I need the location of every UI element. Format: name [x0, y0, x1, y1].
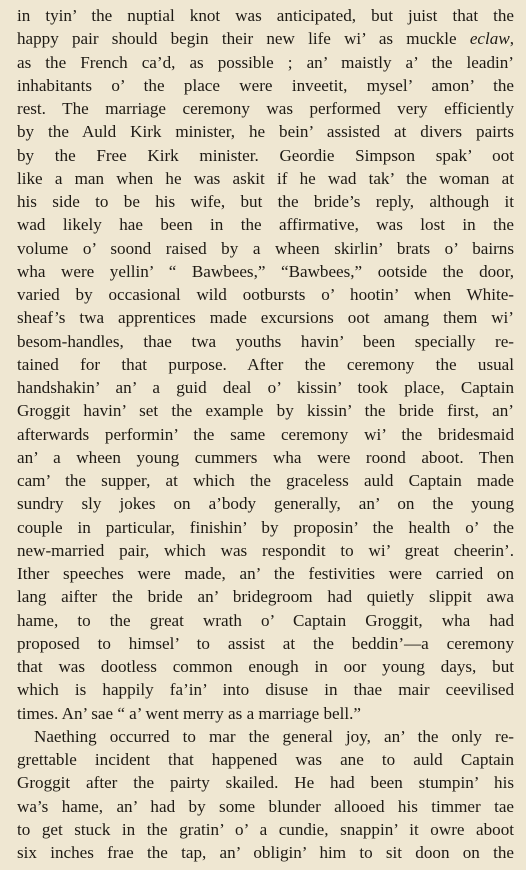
text-line: by the Free Kirk minister. Geordie Simpson spak’ oot: [17, 145, 514, 165]
text-line: cam’ the supper, at which the graceless auld Captain made: [17, 471, 514, 490]
text-line: lang aifter the bride an’ bridegroom had quietly slippit awa: [17, 587, 514, 607]
text-line: an’ a wheen young cummers wha were roond aboot. Then: [17, 447, 514, 467]
text-line: volume o’ soond raised by a wheen skirlin’ brats o’ bairns: [17, 238, 514, 258]
text-line: besom-handles, thae twa youths havin’ been specially re-: [17, 331, 514, 351]
paragraph: [17, 4, 514, 725]
text-line: by the Auld Kirk minister, he bein’ assisted at divers pairts: [17, 122, 514, 142]
text-line: as the French ca’d, as possible ; an’ maistly a’ the leadin’: [17, 52, 514, 72]
text-line: afterwards performin’ the same ceremony wi’ the bridesmaid: [17, 424, 514, 444]
text-line: sheaf’s twa apprentices made excursions oot amang them wi’: [17, 308, 514, 328]
text-line: handshakin’ an’ a guid deal o’ kissin’ took place, Captain: [17, 378, 514, 397]
text-line: that was dootless common enough in oor young days, but: [17, 657, 514, 676]
text-line: hame, to the great wrath o’ Captain Groggit, wha had: [17, 610, 514, 630]
paragraph: [17, 725, 514, 865]
text-line: proposed to himsel’ to assist at the beddin’—a ceremony: [17, 633, 514, 653]
text-line: Groggit havin’ set the example by kissin’ the bride first, an’: [17, 401, 514, 421]
text-line: inhabitants o’ the place were inveetit, mysel’ amon’ the: [17, 75, 514, 95]
text-line: wha were yellin’ “ Bawbees,” “Bawbees,” ootside the door,: [17, 261, 514, 281]
text-line: couple in particular, finishin’ by proposin’ the health o’ the: [17, 517, 514, 537]
body-text: [17, 4, 514, 864]
text-line: times. An’ sae “ a’ went merry as a marriage bell.”: [17, 703, 361, 723]
text-line: Groggit after the pairty skailed. He had been stumpin’ his: [17, 773, 514, 793]
text-line: Ither speeches were made, an’ the festivities were carried on: [17, 564, 514, 583]
text-line: his side to be his wife, but the bride’s reply, although it: [17, 192, 514, 211]
text-line: in tyin’ the nuptial knot was anticipated, but juist that the: [17, 6, 514, 25]
text-line: like a man when he was askit if he wad tak’ the woman at: [17, 168, 514, 188]
text-line: varied by occasional wild ootbursts o’ hootin’ when White-: [17, 285, 514, 304]
text-line: tained for that purpose. After the ceremony the usual: [17, 354, 514, 374]
text-line: grettable incident that happened was ane to auld Captain: [17, 750, 514, 769]
text-line: Naething occurred to mar the general joy, an’ the only re-: [34, 726, 514, 746]
text-line: rest. The marriage ceremony was performed very efficiently: [17, 99, 514, 118]
text-line: happy pair should begin their new life wi’ as muckle eclaw,: [17, 29, 514, 49]
text-line: new-married pair, which was respondit to wi’ great cheerin’.: [17, 540, 514, 560]
text-line: sundry sly jokes on a’body generally, an’ on the young: [17, 494, 514, 514]
text-line: six inches frae the tap, an’ obligin’ him to sit doon on the: [17, 843, 514, 862]
text-line: to get stuck in the gratin’ o’ a cundie, snappin’ it owre aboot: [17, 819, 514, 839]
text-line: which is happily fa’in’ into disuse in thae mair ceevilised: [17, 680, 514, 700]
text-line: wad likely hae been in the affirmative, was lost in the: [17, 215, 514, 235]
text-line: wa’s hame, an’ had by some blunder allooed his timmer tae: [17, 796, 514, 816]
